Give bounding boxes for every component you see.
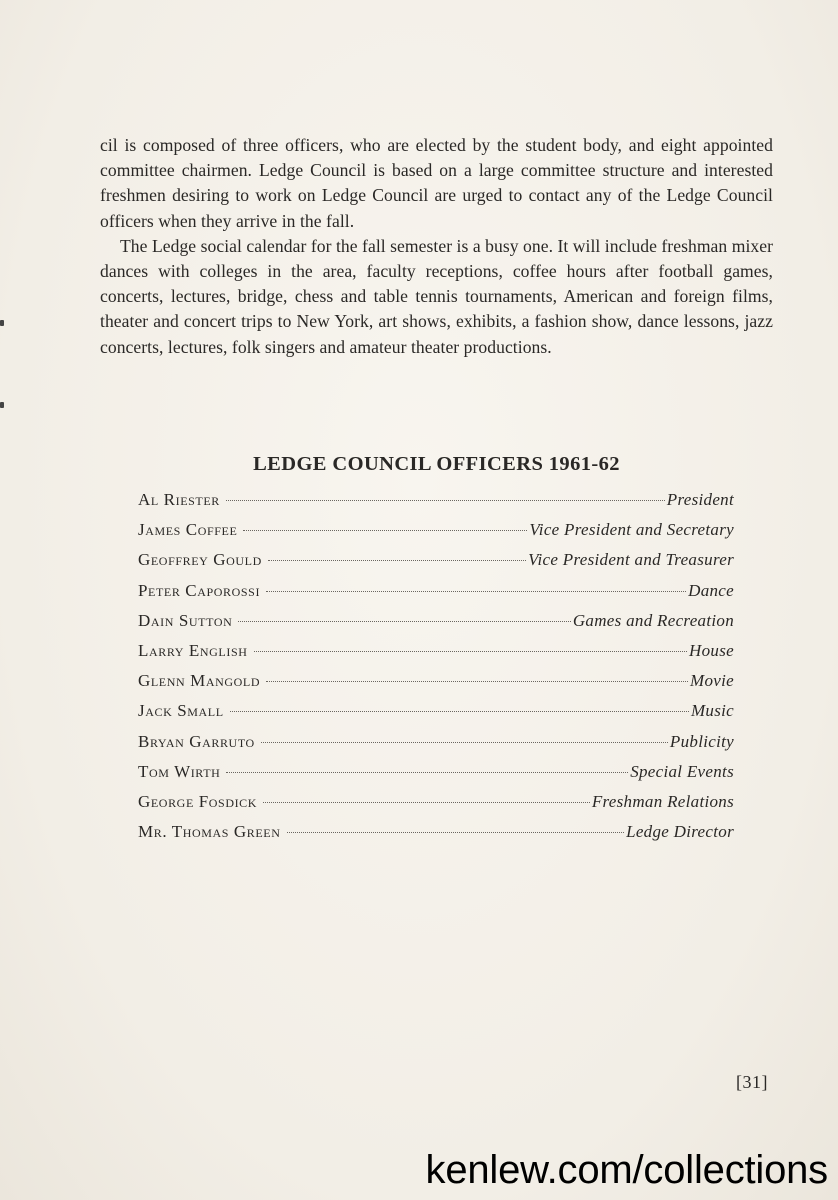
- officer-role: Freshman Relations: [591, 791, 734, 811]
- paragraph-council-composition: cil is composed of three officers, who are elected by the student body, and eight appointed committee chairmen. Ledge Council is based on a large committee structure and interested freshmen desiring to work on Ledge Council are urged to contact any of the Ledge Council officers when they arrive in the fall.: [100, 135, 773, 231]
- officer-role: Special Events: [630, 761, 734, 781]
- page-number: [31]: [736, 1072, 768, 1092]
- officer-role: Dance: [688, 580, 734, 600]
- officer-row: [138, 641, 734, 671]
- paragraph-social-calendar: The Ledge social calendar for the fall semester is a busy one. It will include freshman mixer dances with colleges in the area, faculty receptions, coffee hours after football games, concerts, lectures, bridge, chess and table tennis tournaments, American and foreign films, theater and concert trips to New York, art shows, exhibits, a fashion show, dance lessons, jazz concerts, lectures, folk singers and amateur theater productions.: [100, 235, 773, 357]
- officer-row: [138, 490, 734, 520]
- officer-name: Mr. Thomas Green: [138, 822, 281, 842]
- dot-leader: [261, 742, 668, 743]
- officer-name: Jack Small: [138, 701, 224, 721]
- officer-name: Tom Wirth: [138, 761, 221, 781]
- officer-row: [138, 822, 734, 852]
- officer-name: George Fosdick: [138, 791, 258, 811]
- officers-list: [138, 490, 734, 852]
- officer-name: Peter Caporossi: [138, 580, 261, 600]
- officer-role: Music: [690, 701, 734, 721]
- officer-row: [138, 611, 734, 641]
- dot-leader: [226, 772, 628, 773]
- dot-leader: [230, 711, 689, 712]
- officer-row: [138, 671, 734, 701]
- officer-name: Bryan Garruto: [138, 731, 255, 751]
- officer-role: House: [689, 640, 734, 660]
- dot-leader: [268, 560, 526, 561]
- officer-role: Publicity: [669, 731, 734, 751]
- dot-leader: [243, 530, 527, 531]
- officer-name: Geoffrey Gould: [138, 550, 262, 570]
- officer-row: [138, 732, 734, 762]
- officer-row: [138, 581, 734, 611]
- dot-leader: [266, 591, 686, 592]
- officer-name: Larry English: [138, 640, 248, 660]
- officer-role: Movie: [690, 671, 734, 691]
- officer-role: Ledge Director: [626, 822, 734, 842]
- officer-name: James Coffee: [138, 520, 238, 540]
- dot-leader: [266, 681, 688, 682]
- officer-name: Dain Sutton: [138, 610, 233, 630]
- officers-title: LEDGE COUNCIL OFFICERS 1961-62: [253, 453, 620, 475]
- officer-row: [138, 550, 734, 580]
- dot-leader: [238, 621, 570, 622]
- officer-row: [138, 520, 734, 550]
- officer-role: Vice President and Treasurer: [528, 550, 734, 570]
- officer-role: Vice President and Secretary: [529, 520, 734, 540]
- officer-name: Al Riester: [138, 490, 220, 509]
- dot-leader: [263, 802, 590, 803]
- watermark: kenlew.com/collections: [425, 1148, 828, 1192]
- dot-leader: [254, 651, 688, 652]
- officer-row: [138, 762, 734, 792]
- officer-row: [138, 701, 734, 731]
- officer-role: Games and Recreation: [572, 610, 734, 630]
- margin-mark: [0, 402, 4, 408]
- margin-mark: [0, 320, 4, 326]
- body-text: [100, 133, 773, 360]
- dot-leader: [287, 832, 625, 833]
- officer-role: President: [666, 490, 734, 509]
- dot-leader: [226, 500, 665, 501]
- officer-name: Glenn Mangold: [138, 671, 261, 691]
- officer-row: [138, 792, 734, 822]
